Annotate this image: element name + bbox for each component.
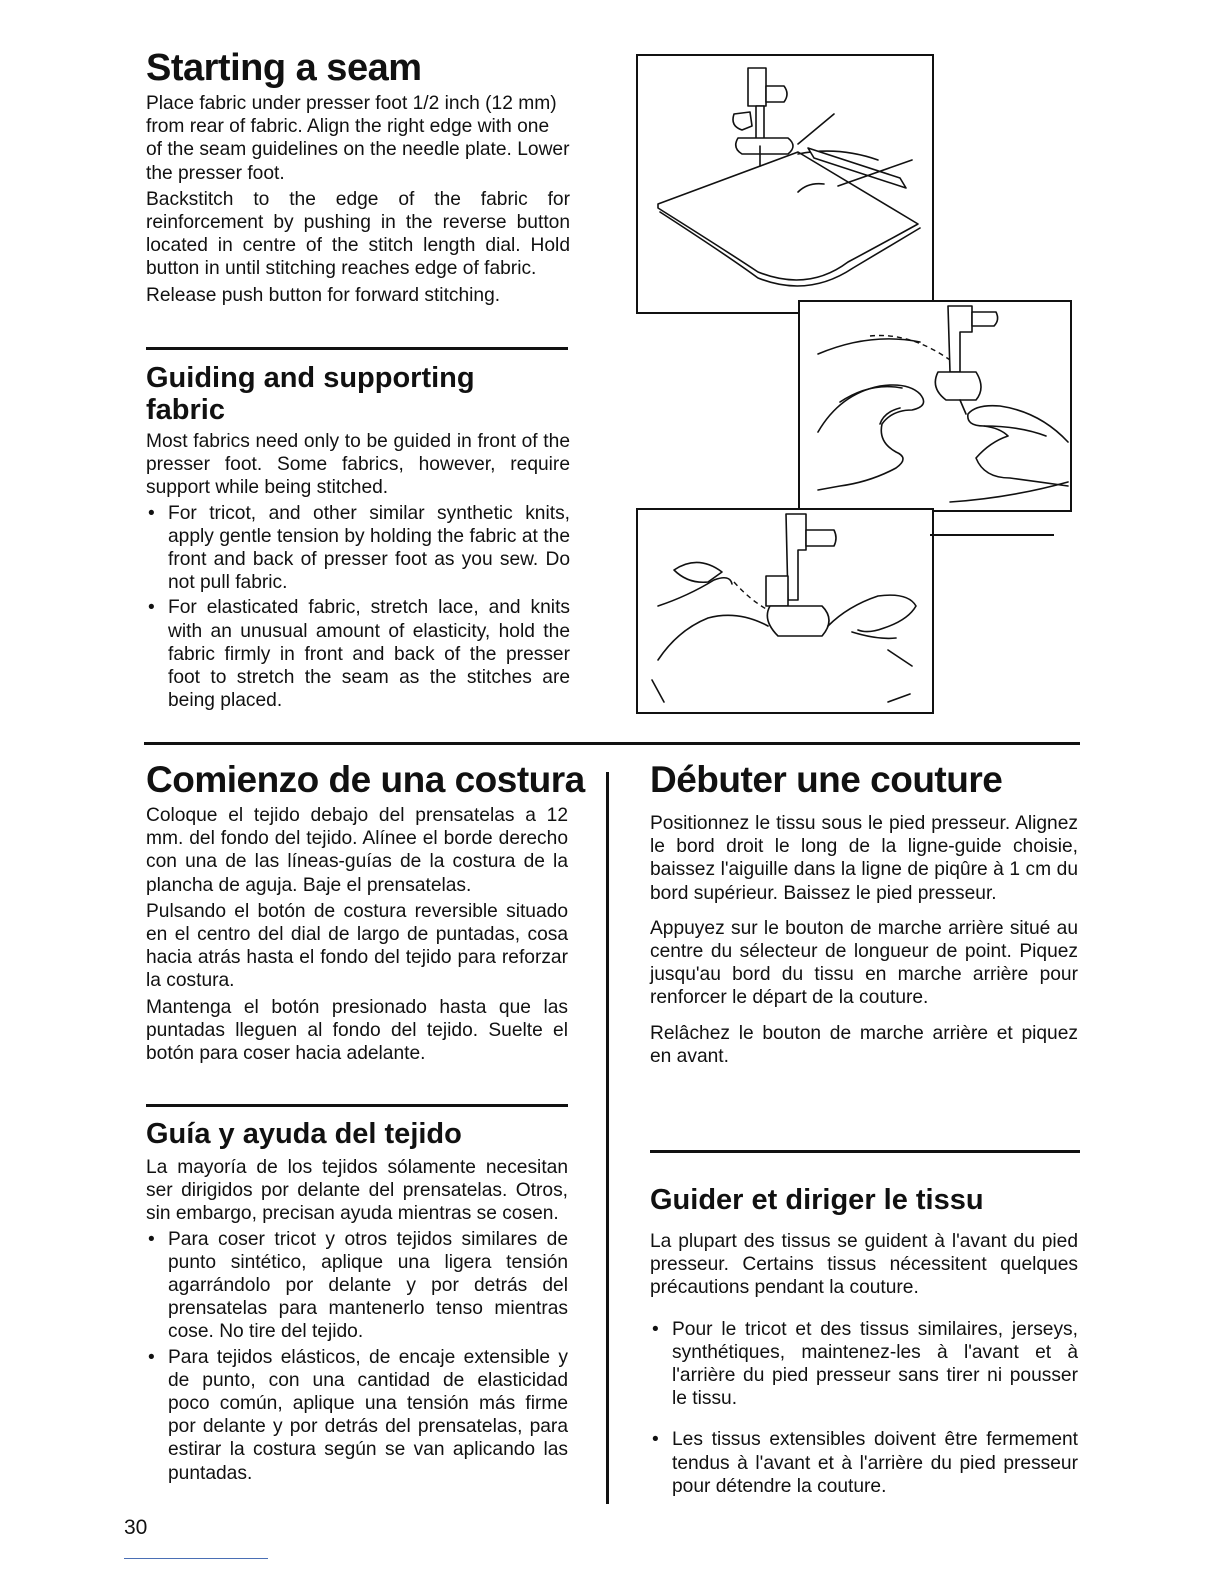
fr-start-paragraph-2: Appuyez sur le bouton de marche arrière situé au centre du sélecteur de longueur de point. Piquez jusqu'au bord du tissu en marche arrière pour renforcer le départ de la couture. [650,917,1078,1009]
fr-starting-seam-title: Débuter une couture [650,759,1003,800]
fr-starting-seam-section [650,812,1078,1068]
list-item: • For elasticated fabric, stretch lace, and knits with an unusual amount of elasticity, hold the fabric firmly in front and back of the presser foot to stretch the seam as the stitches are being placed. [148,597,570,712]
column-divider [606,772,609,1504]
page-number: 30 [124,1516,148,1539]
list-item: • Pour le tricot et des tissus similaires, jerseys, synthétiques, maintenez-les à l'avant et à l'arrière du pied presseur sans tirer ni pousser le tissu. [652,1318,1078,1410]
es-section-divider [146,1104,568,1107]
list-item: • Para tejidos elásticos, de encaje extensible y de punto, con una cantidad de elasticidad poco común, aplique una tensión más firme por delante y por detrás del prensatelas, para estirar la costura según se van aplicando las puntadas. [148,1346,568,1484]
en-guiding-fabric-title: Guiding and supporting fabric [146,362,475,426]
fr-guiding-section [650,1230,1078,1498]
es-start-paragraph-1: Coloque el tejido debajo del prensatelas a 12 mm. del fondo del tejido. Alínee el borde derecho con una de las líneas-guías de la costura de la plancha de aguja. Baje el prensatelas. [146,805,568,896]
es-starting-seam-section [146,804,568,1065]
presser-foot-fabric-drawing [638,56,932,312]
list-item: • Les tissus extensibles doivent être fermement tendus à l'avant et à l'arrière du pied presseur pour détendre la couture. [652,1429,1078,1497]
stretching-fabric-drawing [638,510,932,712]
es-starting-seam-title: Comienzo de una costura [146,759,585,800]
illustration-starting-seam [636,54,934,314]
en-starting-seam-title: Starting a seam [146,47,422,89]
illustration-stretching-fabric [636,508,934,714]
en-guide-bullet-list [146,502,570,713]
hands-guiding-drawing [800,302,1070,510]
en-start-paragraph-3: Release push button for forward stitching. [146,284,501,306]
fr-start-paragraph-1: Positionnez le tissu sous le pied presseur. Alignez le bord droit le long de la ligne-guide choisie, baissez l'aiguille dans la ligne de piqûre à 1 cm du bord supérieur. Baissez le pied presseur. [650,813,1078,904]
es-guide-bullet-list [146,1228,568,1485]
en-section-divider [146,347,568,350]
fr-guide-paragraph: La plupart des tissus se guident à l'avant du pied presseur. Certains tissus nécessitent quelques précautions pendant la couture. [650,1231,1078,1299]
figure-connector-line [930,534,1054,536]
en-starting-seam-section [146,92,570,307]
es-guide-paragraph: La mayoría de los tejidos sólamente necesitan ser dirigidos por delante del prensatelas. Otros, sin embargo, precisan ayuda mientras se cosen. [146,1157,568,1225]
footer-line [124,1558,268,1559]
es-start-paragraph-2: Pulsando el botón de costura reversible situado en el centro del dial de largo de puntadas, cosa hacia atrás hasta el fondo del tejido para reforzar la costura. [146,900,568,992]
en-start-paragraph-1: Place fabric under presser foot 1/2 inch (12 mm) from rear of fabric. Align the right edge with one of the seam guidelines on the needle plate. Lower the presser foot. [146,93,570,184]
language-divider [144,742,1080,745]
en-start-paragraph-2: Backstitch to the edge of the fabric for reinforcement by pushing in the reverse button located in centre of the stitch length dial. Hold button in until stitching reaches edge of fabric. [146,188,570,280]
fr-guiding-fabric-title: Guider et diriger le tissu [650,1184,984,1216]
illustration-hands-guiding [798,300,1072,512]
list-item: • Para coser tricot y otros tejidos similares de punto sintético, aplique una ligera tensión agarrándolo por delante y por detrás del prensatelas para mantenerlo tenso mientras cose. No tire del tejido. [148,1228,568,1343]
en-guide-paragraph: Most fabrics need only to be guided in front of the presser foot. Some fabrics, however, require support while being stitched. [146,431,570,499]
es-start-paragraph-3: Mantenga el botón presionado hasta que las puntadas lleguen al fondo del tejido. Suelte el botón para coser hacia adelante. [146,996,568,1065]
es-guiding-section [146,1156,568,1485]
list-item: • For tricot, and other similar synthetic knits, apply gentle tension by holding the fabric at the front and back of presser foot as you sew. Do not pull fabric. [148,502,570,594]
es-guiding-fabric-title: Guía y ayuda del tejido [146,1118,462,1150]
fr-section-divider [650,1150,1080,1153]
fr-start-paragraph-3: Relâchez le bouton de marche arrière et piquez en avant. [650,1022,1078,1067]
en-guiding-section [146,430,570,712]
fr-guide-bullet-list [650,1318,1078,1498]
